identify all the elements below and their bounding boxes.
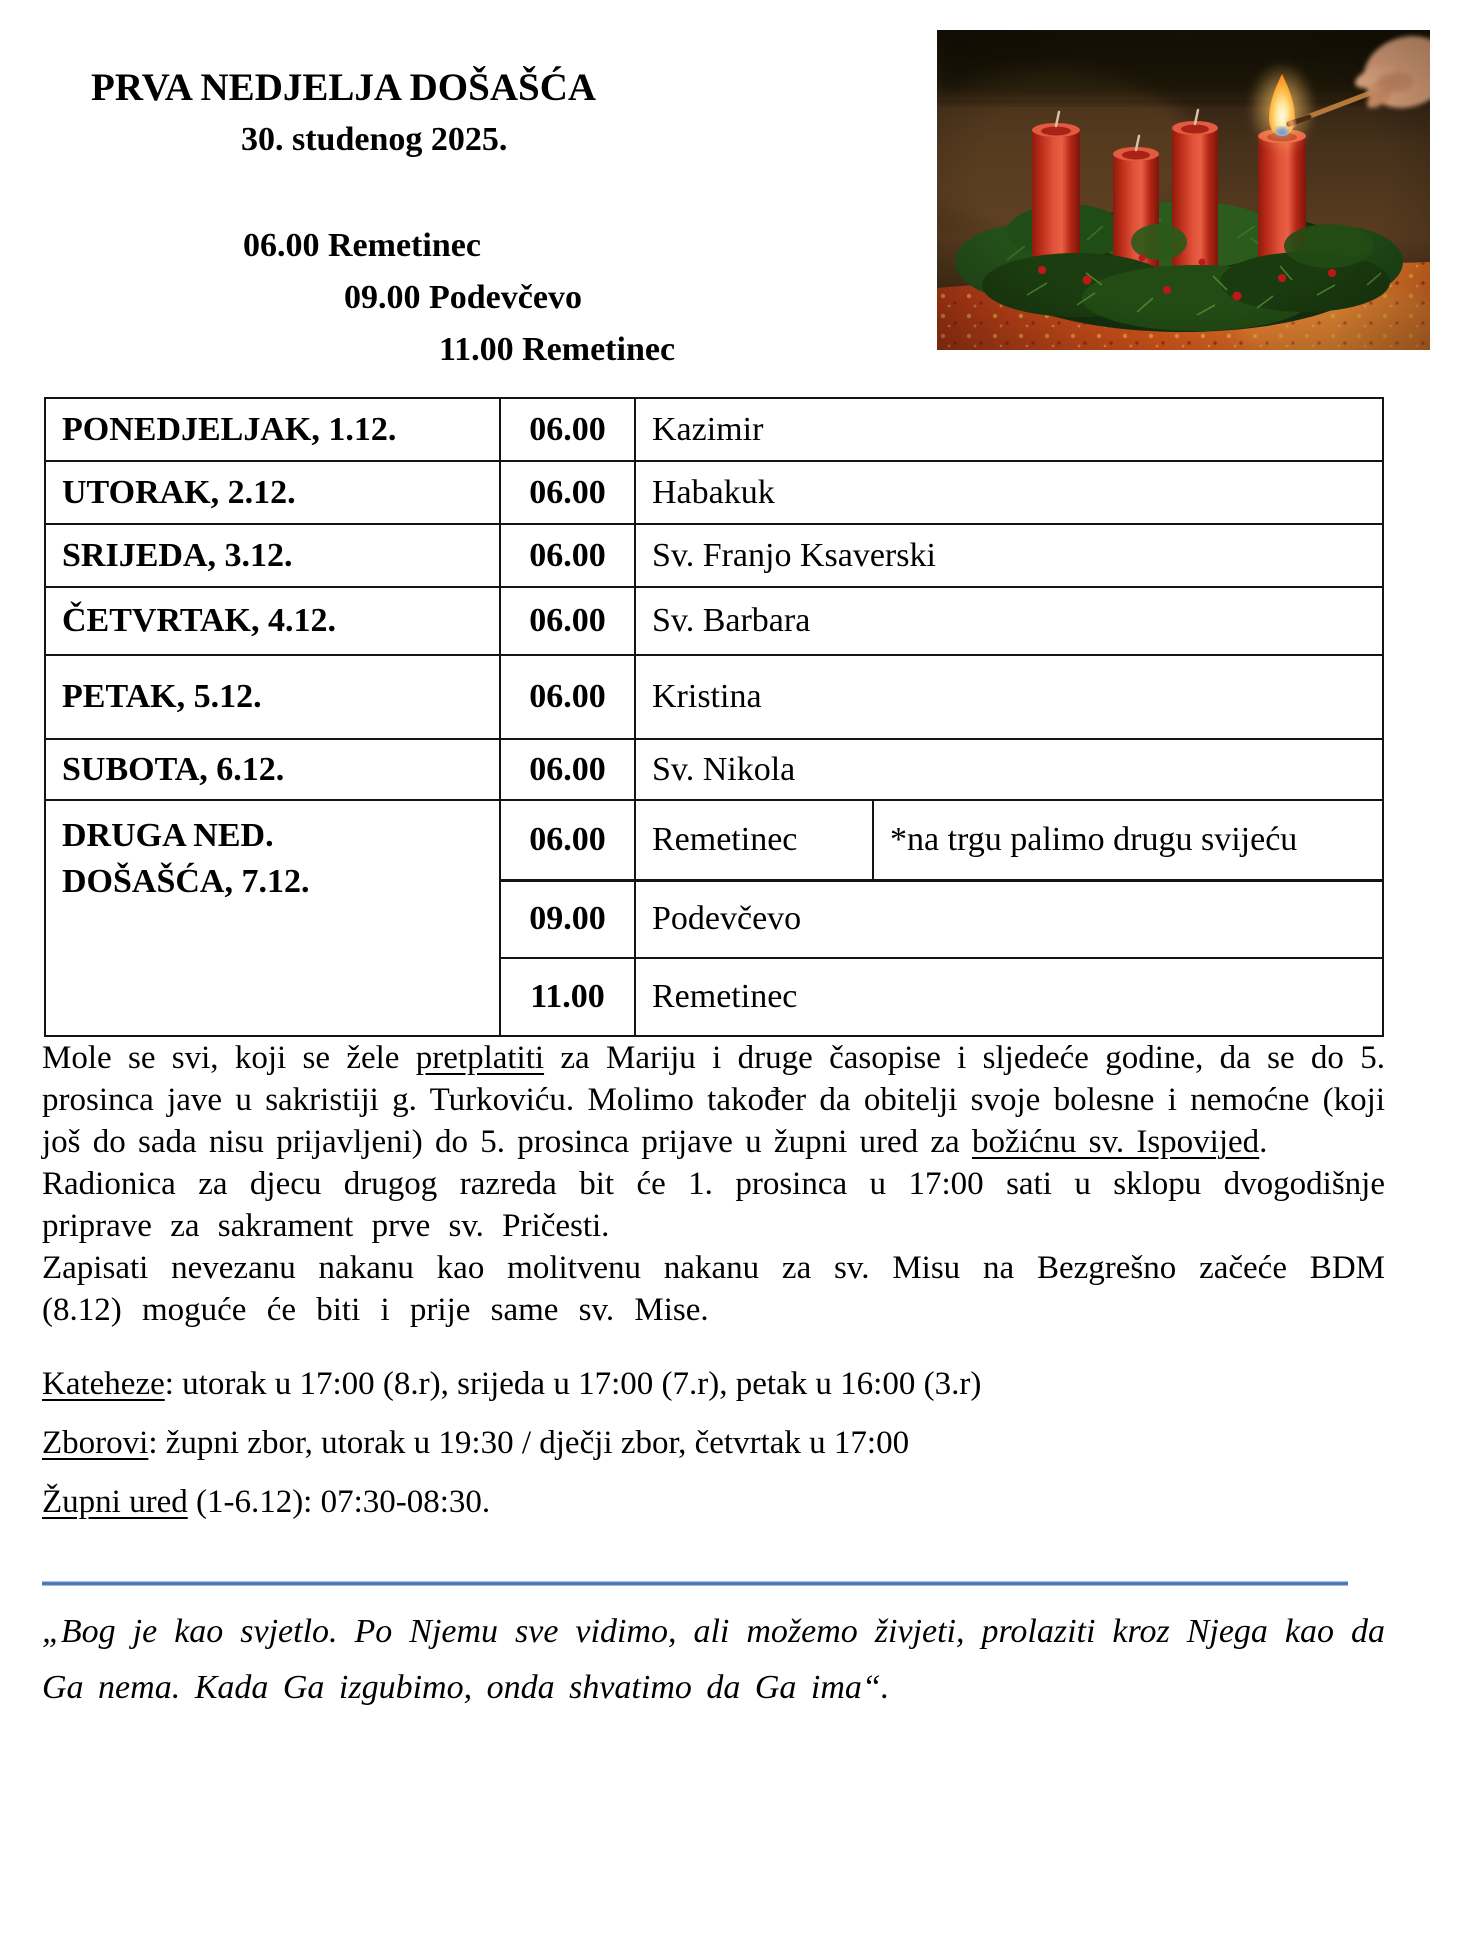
time-cell: 06.00 [500, 739, 635, 800]
mass-time-line: 09.00 Podevčevo [344, 279, 582, 316]
name-cell: Sv. Barbara [635, 587, 1383, 655]
schedule-label: Kateheze [42, 1366, 165, 1402]
schedule-label: Župni ured [42, 1484, 188, 1520]
day-line: DRUGA NED. [62, 817, 274, 854]
day-cell: PETAK, 5.12. [45, 655, 500, 739]
day-cell: SRIJEDA, 3.12. [45, 524, 500, 587]
table-row [45, 800, 1383, 880]
schedule-line-zborovi [42, 1422, 1385, 1464]
schedule-text: (1-6.12): 07:30-08:30. [187, 1484, 491, 1520]
day-cell: UTORAK, 2.12. [45, 461, 500, 524]
time-cell: 09.00 [500, 880, 635, 958]
time-cell: 06.00 [500, 655, 635, 739]
time-cell: 06.00 [500, 398, 635, 461]
name-cell: Habakuk [635, 461, 1383, 524]
underlined-phrase: pretplatiti [415, 1040, 545, 1076]
name-cell: Sv. Franjo Ksaverski [635, 524, 1383, 587]
day-cell [45, 800, 500, 1036]
name-cell: Kazimir [635, 398, 1383, 461]
time-cell: 06.00 [500, 524, 635, 587]
mass-time-line: 06.00 Remetinec [243, 227, 481, 264]
name-cell: Podevčevo [635, 880, 1383, 958]
table-row [45, 524, 1383, 587]
table-row [45, 655, 1383, 739]
text-segment: Mole se svi, koji se žele [42, 1040, 416, 1076]
note-cell: *na trgu palimo drugu svijeću [873, 800, 1383, 880]
time-cell: 06.00 [500, 800, 635, 880]
text-segment: . [1259, 1124, 1268, 1160]
time-cell: 06.00 [500, 461, 635, 524]
mass-time-line: 11.00 Remetinec [439, 331, 676, 368]
schedule-line-kateheze [42, 1363, 1385, 1405]
schedule-label: Zborovi [42, 1425, 149, 1461]
announcements [42, 1037, 1385, 1716]
schedule-text: : župni zbor, utorak u 19:30 / dječji zbor, četvrtak u 17:00 [148, 1425, 910, 1461]
day-cell: PONEDJELJAK, 1.12. [45, 398, 500, 461]
table-row [45, 461, 1383, 524]
schedule-line-zupni-ured [42, 1481, 1385, 1523]
page-title: PRVA NEDJELJA DOŠAŠĆA [91, 66, 597, 109]
page-date: 30. studenog 2025. [241, 121, 508, 158]
paragraph-intention-notice: Zapisati nevezanu nakanu kao molitvenu nakanu za sv. Misu na Bezgrešno začeće BDM (8.12) moguće će biti i prije same sv. Mise. [42, 1250, 1385, 1328]
advent-wreath-photo [937, 30, 1430, 350]
divider-rule [42, 1581, 1348, 1586]
advent-wreath-illustration [937, 30, 1430, 350]
text-segment: za Mariju i druge časopise i sljedeće godine, da se do 5. prosinca jave u sakristiji g. Turkoviću. Molimo također da obitelji svoje bolesne i nemoćne (koji još do sada nisu prijavljeni) do 5. prosinca prijave u župni ured za [42, 1040, 1385, 1160]
day-cell: ČETVRTAK, 4.12. [45, 587, 500, 655]
schedule-text: : utorak u 17:00 (8.r), srijeda u 17:00 (7.r), petak u 16:00 (3.r) [164, 1366, 982, 1402]
day-line: DOŠAŠĆA, 7.12. [62, 863, 310, 900]
paragraph-workshop-notice: Radionica za djecu drugog razreda bit će 1. prosinca u 17:00 sati u sklopu dvogodišnje priprave za sakrament prve sv. Pričesti. [42, 1166, 1385, 1244]
time-cell: 11.00 [500, 958, 635, 1036]
name-cell: Remetinec [635, 800, 873, 880]
day-cell: SUBOTA, 6.12. [45, 739, 500, 800]
time-cell: 06.00 [500, 587, 635, 655]
mass-schedule-table [44, 397, 1384, 1037]
name-cell: Sv. Nikola [635, 739, 1383, 800]
table-row [45, 739, 1383, 800]
table-row [45, 398, 1383, 461]
closing-quote: „Bog je kao svjetlo. Po Njemu sve vidimo, ali možemo živjeti, prolaziti kroz Njega kao da Ga nema. Kada Ga izgubimo, onda shvatimo da Ga ima“. [42, 1613, 1385, 1706]
table-row [45, 587, 1383, 655]
paragraph-subscription-notice [42, 1037, 1385, 1163]
name-cell: Remetinec [635, 958, 1383, 1036]
underlined-phrase: božićnu sv. Ispovijed [971, 1124, 1260, 1160]
name-cell: Kristina [635, 655, 1383, 739]
